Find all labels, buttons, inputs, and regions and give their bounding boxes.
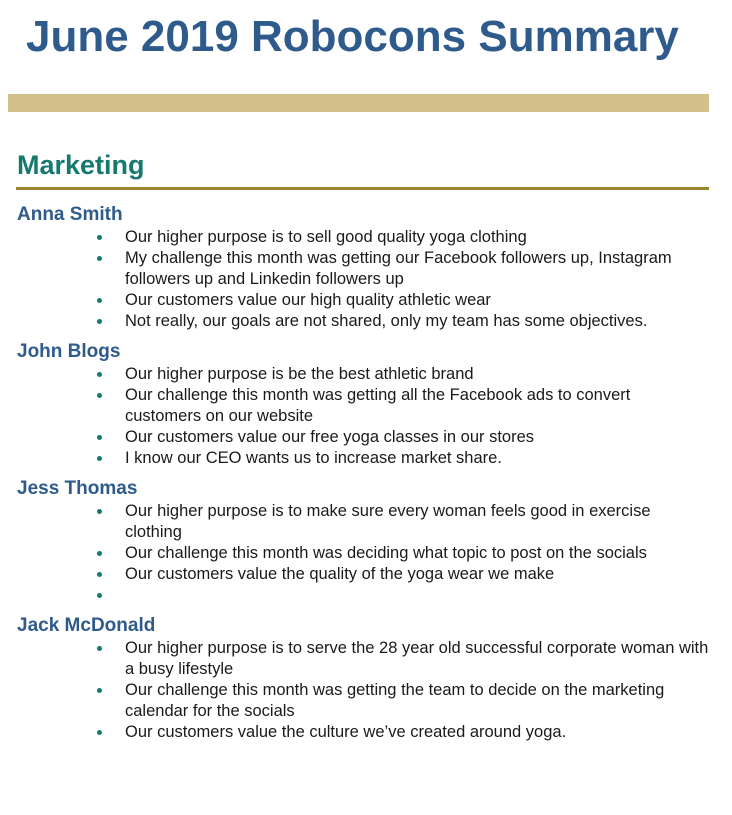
bullet-icon	[97, 551, 102, 556]
bullet-item	[0, 427, 732, 448]
bullet-icon	[97, 593, 102, 598]
bullet-text: Our challenge this month was deciding what topic to post on the socials	[125, 544, 647, 562]
bullet-text: Not really, our goals are not shared, only my team has some objectives.	[125, 312, 648, 330]
person-name: Anna Smith	[17, 204, 123, 225]
bullet-text: Our customers value the culture we’ve created around yoga.	[125, 723, 567, 741]
bullet-icon	[97, 256, 102, 261]
title-band	[8, 94, 709, 112]
bullet-icon	[97, 688, 102, 693]
section-rule	[16, 187, 709, 190]
bullet-item	[0, 501, 732, 543]
document-title: June 2019 Robocons Summary	[26, 12, 679, 61]
bullet-text: Our customers value the quality of the yoga wear we make	[125, 565, 555, 583]
bullet-list	[0, 364, 732, 469]
bullet-list	[0, 638, 732, 743]
bullet-text: My challenge this month was getting our Facebook followers up, Instagram followers up and Linkedin followers up	[125, 249, 672, 288]
bullet-item	[0, 248, 732, 290]
bullet-text: I know our CEO wants us to increase market share.	[125, 449, 502, 467]
bullet-item	[0, 290, 732, 311]
bullet-item	[0, 311, 732, 332]
bullet-icon	[97, 730, 102, 735]
bullet-item	[0, 722, 732, 743]
bullet-icon	[97, 393, 102, 398]
bullet-icon	[97, 435, 102, 440]
bullet-text: Our higher purpose is to sell good quality yoga clothing	[125, 228, 527, 246]
bullet-icon	[97, 298, 102, 303]
bullet-text: Our higher purpose is be the best athletic brand	[125, 365, 474, 383]
bullet-item	[0, 638, 732, 680]
bullet-icon	[97, 372, 102, 377]
bullet-icon	[97, 456, 102, 461]
bullet-icon	[97, 509, 102, 514]
bullet-item	[0, 364, 732, 385]
bullet-item	[0, 564, 732, 585]
bullet-item	[0, 680, 732, 722]
bullet-icon	[97, 319, 102, 324]
bullet-item-empty	[0, 585, 732, 606]
bullet-text: Our higher purpose is to serve the 28 year old successful corporate woman with a busy lifestyle	[125, 639, 709, 678]
person-john-blogs	[0, 340, 732, 469]
person-name: Jack McDonald	[17, 615, 156, 636]
person-name: Jess Thomas	[17, 478, 138, 499]
bullet-item	[0, 543, 732, 564]
person-jack-mcdonald	[0, 614, 732, 743]
person-name: John Blogs	[17, 341, 121, 362]
person-jess-thomas	[0, 477, 732, 606]
bullet-icon	[97, 646, 102, 651]
bullet-icon	[97, 235, 102, 240]
bullet-list	[0, 227, 732, 332]
bullet-text: Our customers value our free yoga classes in our stores	[125, 428, 535, 446]
bullet-text: Our higher purpose is to make sure every woman feels good in exercise clothing	[125, 502, 651, 541]
bullet-item	[0, 385, 732, 427]
bullet-icon	[97, 572, 102, 577]
bullet-item	[0, 448, 732, 469]
section-heading-marketing: Marketing	[17, 150, 145, 180]
person-anna-smith	[0, 203, 732, 332]
bullet-text: Our challenge this month was getting all the Facebook ads to convert customers on our website	[125, 386, 631, 425]
bullet-item	[0, 227, 732, 248]
people-list	[0, 203, 732, 751]
bullet-list	[0, 501, 732, 606]
bullet-text: Our challenge this month was getting the team to decide on the marketing calendar for the socials	[125, 681, 665, 720]
bullet-text: Our customers value our high quality athletic wear	[125, 291, 491, 309]
